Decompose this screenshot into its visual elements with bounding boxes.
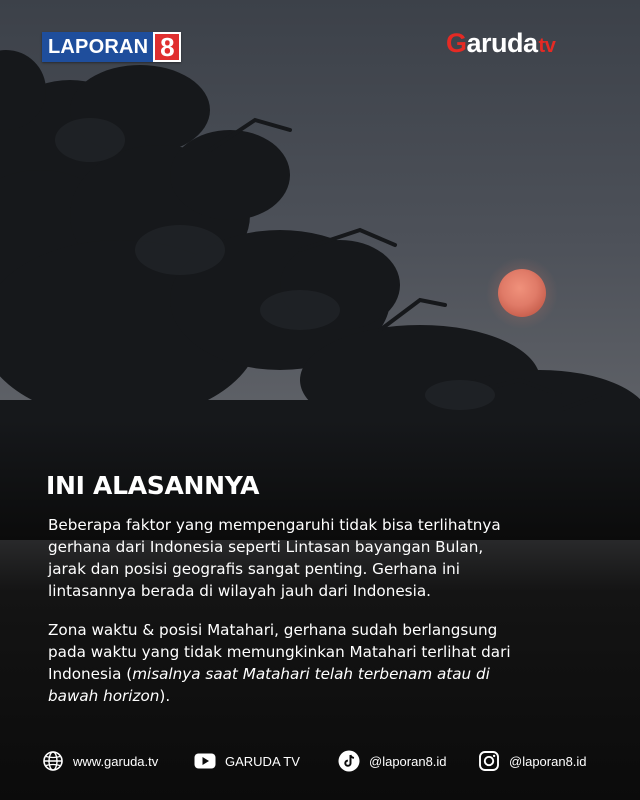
footer-website[interactable]	[42, 748, 158, 774]
instagram-icon	[478, 750, 500, 772]
paragraph-2	[48, 619, 608, 707]
garuda-logo-tv: tv	[538, 35, 556, 57]
footer-tiktok[interactable]	[338, 748, 447, 774]
paragraph-2-line-1: Zona waktu & posisi Matahari, gerhana sudah berlangsung	[48, 621, 498, 639]
footer-youtube[interactable]	[194, 748, 300, 774]
globe-icon	[42, 750, 64, 772]
footer-instagram[interactable]	[478, 748, 587, 774]
garuda-logo-name: aruda	[466, 28, 538, 58]
paragraph-2-line-4-italic: bawah horizon	[48, 687, 160, 705]
footer-instagram-text: @laporan8.id	[509, 753, 587, 769]
footer-website-text: www.garuda.tv	[73, 753, 159, 769]
tiktok-icon	[338, 750, 360, 772]
paragraph-2-line-3-start: Indonesia (	[48, 665, 133, 683]
paragraph-2-line-4-end: ).	[159, 687, 171, 705]
paragraph-2-line-2: pada waktu yang tidak memungkinkan Matahari terlihat dari	[48, 643, 511, 661]
paragraph-1-line-2: gerhana dari Indonesia seperti Lintasan bayangan Bulan,	[48, 538, 484, 556]
paragraph-2-line-3-italic: misalnya saat Matahari telah terbenam atau di	[132, 665, 490, 683]
laporan8-logo	[42, 32, 181, 62]
footer-youtube-text: GARUDA TV	[225, 753, 300, 769]
garuda-logo-g: G	[446, 28, 467, 58]
laporan-logo-number: 8	[153, 32, 181, 62]
paragraph-1-line-1: Beberapa faktor yang mempengaruhi tidak bisa terlihatnya	[48, 516, 501, 534]
paragraph-1-line-4: lintasannya berada di wilayah jauh dari Indonesia.	[48, 582, 431, 600]
laporan-logo-word: LAPORAN	[42, 32, 154, 62]
youtube-icon	[194, 753, 216, 769]
section-heading: INI ALASANNYA	[46, 471, 260, 500]
garuda-tv-logo	[446, 28, 555, 59]
paragraph-1	[48, 514, 608, 602]
paragraph-1-line-3: jarak dan posisi geografis sangat penting. Gerhana ini	[48, 560, 461, 578]
social-footer	[0, 748, 640, 774]
footer-tiktok-text: @laporan8.id	[369, 753, 447, 769]
